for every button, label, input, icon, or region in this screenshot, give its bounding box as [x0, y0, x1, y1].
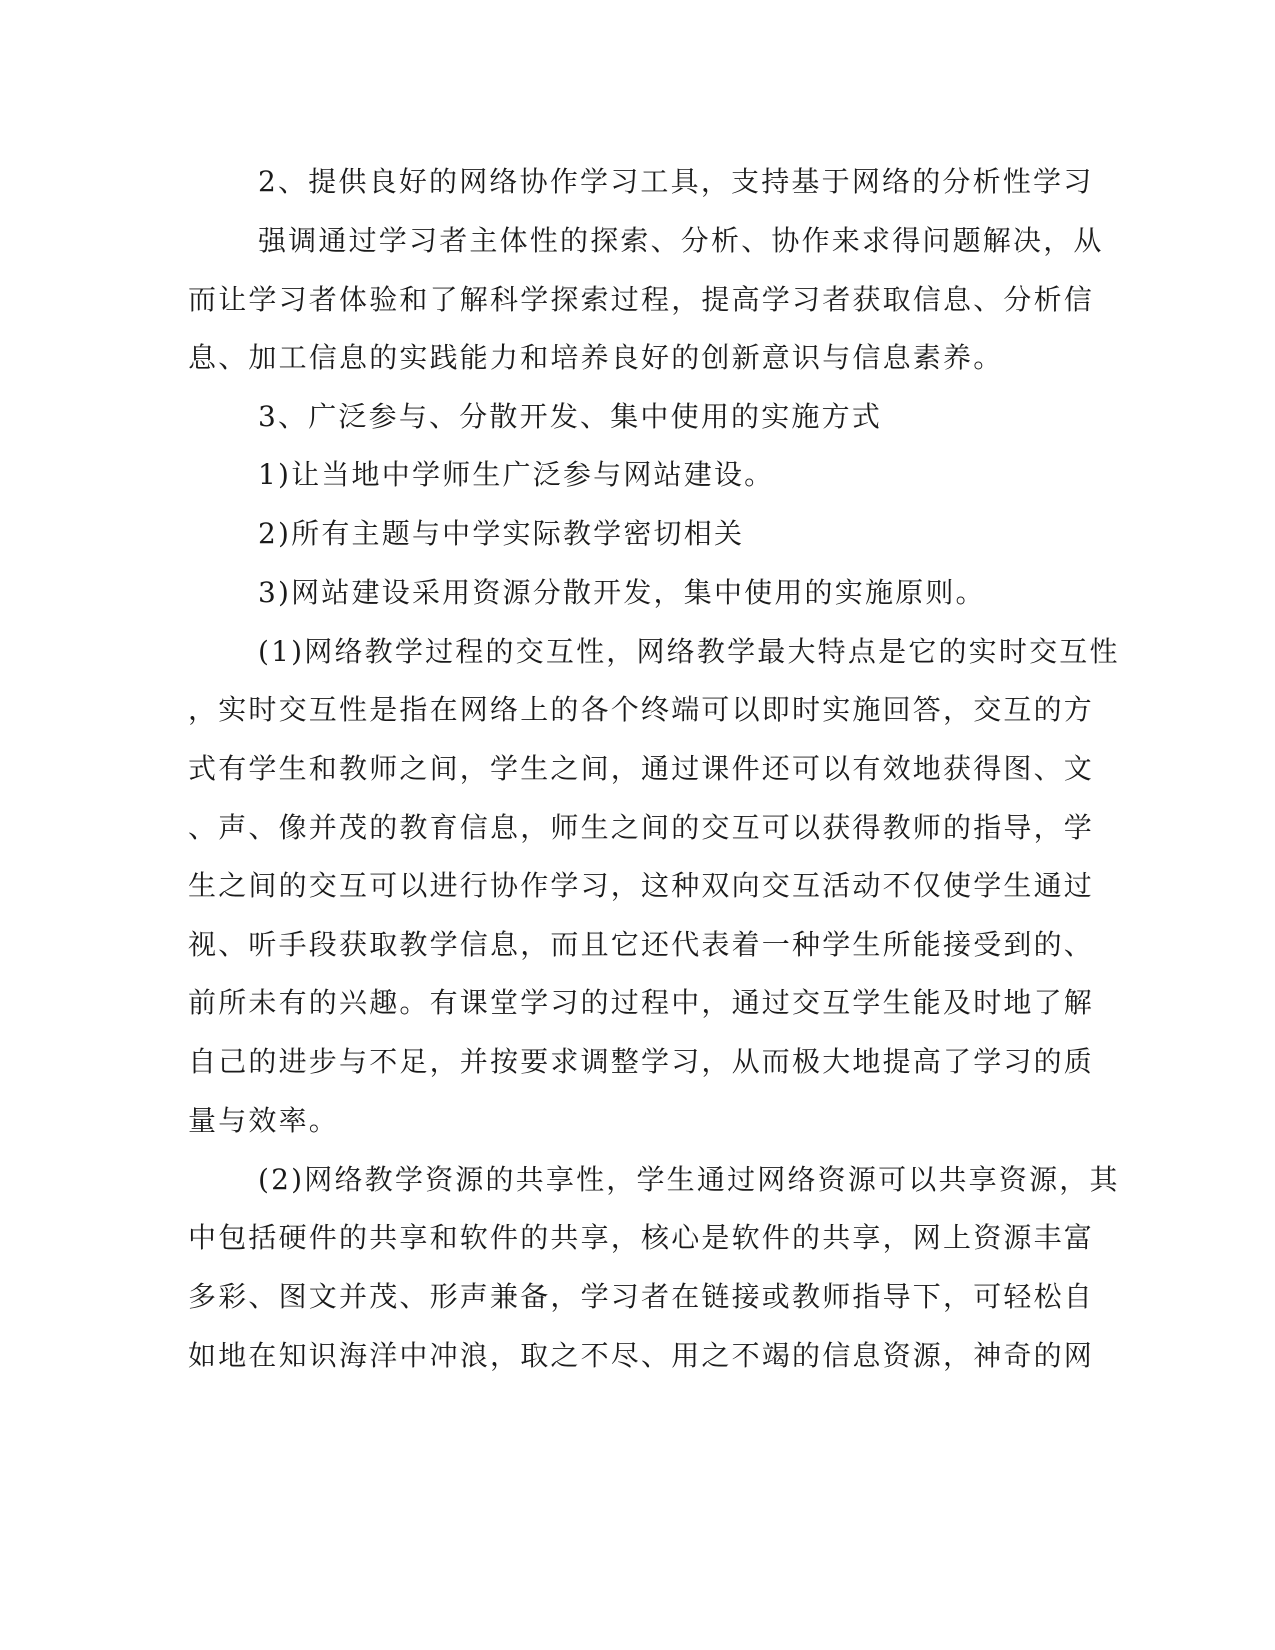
list-item-1: 1)让当地中学师生广泛参与网站建设。 [258, 458, 775, 491]
paragraph-line: 而让学习者体验和了解科学探索过程，提高学习者获取信息、分析信 [188, 283, 1095, 316]
paragraph-line: 视、听手段获取教学信息，而且它还代表着一种学生所能接受到的、 [188, 928, 1095, 961]
list-item-3: 3)网站建设采用资源分散开发，集中使用的实施原则。 [258, 576, 986, 609]
paragraph-line: 如地在知识海洋中冲浪，取之不尽、用之不竭的信息资源，神奇的网 [188, 1339, 1095, 1372]
paragraph-line: ，实时交互性是指在网络上的各个终端可以即时实施回答，交互的方 [188, 693, 1095, 726]
paragraph-line: 前所未有的兴趣。有课堂学习的过程中，通过交互学生能及时地了解 [188, 986, 1095, 1019]
paragraph-line: 强调通过学习者主体性的探索、分析、协作来求得问题解决，从 [258, 224, 1104, 257]
paragraph-line: 量与效率。 [188, 1104, 340, 1137]
paragraph-line: 式有学生和教师之间，学生之间，通过课件还可以有效地获得图、文 [188, 752, 1095, 785]
list-item-2: 2)所有主题与中学实际教学密切相关 [258, 517, 745, 550]
paragraph-line: 多彩、图文并茂、形声兼备，学习者在链接或教师指导下，可轻松自 [188, 1280, 1095, 1313]
section-heading-2: 2、提供良好的网络协作学习工具，支持基于网络的分析性学习 [258, 165, 1094, 198]
paragraph-line: 自己的进步与不足，并按要求调整学习，从而极大地提高了学习的质 [188, 1045, 1095, 1078]
paragraph-line: 、声、像并茂的教育信息，师生之间的交互可以获得教师的指导，学 [188, 811, 1095, 844]
section-heading-3: 3、广泛参与、分散开发、集中使用的实施方式 [258, 400, 883, 433]
paragraph-line: 中包括硬件的共享和软件的共享，核心是软件的共享，网上资源丰富 [188, 1221, 1095, 1254]
paragraph-line: 生之间的交互可以进行协作学习，这种双向交互活动不仅使学生通过 [188, 869, 1095, 902]
sub-item-1-first-line: (1)网络教学过程的交互性，网络教学最大特点是它的实时交互性 [258, 635, 1120, 668]
paragraph-line: 息、加工信息的实践能力和培养良好的创新意识与信息素养。 [188, 341, 1004, 374]
sub-item-2-first-line: (2)网络教学资源的共享性，学生通过网络资源可以共享资源，其 [258, 1163, 1120, 1196]
